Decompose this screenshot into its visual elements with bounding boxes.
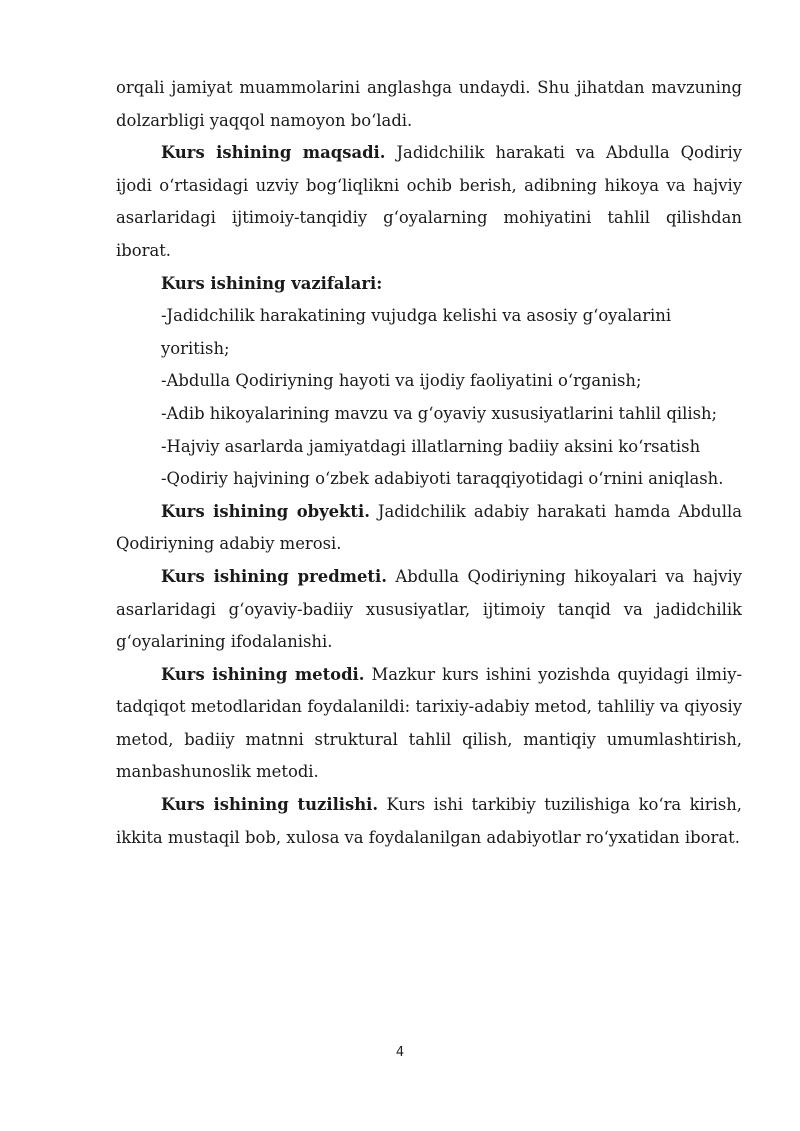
method-heading: Kurs ishining metodi. [161, 664, 365, 684]
task-item-1: -Jadidchilik harakatining vujudga kelishi va asosiy g‘oyalarini yoritish; [161, 306, 672, 358]
object-paragraph [116, 496, 742, 561]
object-heading: Kurs ishining obyekti. [161, 501, 370, 521]
goal-text: Jadidchilik harakati va Abdulla Qodiriy ijodi o‘rtasidagi uzviy bog‘liqlikni ochib berish, adibning hikoya va hajviy asarlaridagi ijtimoiy-tanqidiy g‘oyalarning mohiyatini tahlil qilishdan iborat. [116, 143, 742, 260]
structure-text: Kurs ishi tarkibiy tuzilishiga ko‘ra kirish, ikkita mustaqil bob, xulosa va foydalanilgan adabiyotlar ro‘yxatidan iborat. [116, 795, 743, 847]
task-item-3: -Adib hikoyalarining mavzu va g‘oyaviy xususiyatlarini tahlil qilish; [161, 403, 718, 423]
subject-heading: Kurs ishining predmeti. [161, 566, 387, 586]
structure-heading: Kurs ishining tuzilishi. [161, 795, 379, 815]
tasks-heading-paragraph [116, 268, 742, 301]
continuation-paragraph: orqali jamiyat muammolarini anglashga undaydi. Shu jihatdan mavzuning dolzarbligi yaqqol namoyon bo‘ladi. [116, 78, 742, 130]
structure-paragraph [116, 789, 742, 854]
method-paragraph [116, 659, 742, 789]
method-text: Mazkur kurs ishini yozishda quyidagi ilmiy-tadqiqot metodlaridan foydalanildi: tarixiy-adabiy metod, tahliliy va qiyosiy metod, badiiy matnni struktural tahlil qilish, mantiqiy umumlashtirish, manbashunoslik metodi. [116, 664, 742, 782]
document-body [116, 72, 742, 854]
task-item-5: -Qodiriy hajvining o‘zbek adabiyoti taraqqiyotidagi o‘rnini aniqlash. [161, 469, 724, 489]
object-text: Jadidchilik adabiy harakati hamda Abdulla Qodiriyning adabiy merosi. [116, 501, 742, 554]
subject-text: Abdulla Qodiriyning hikoyalari va hajviy asarlaridagi g‘oyaviy-badiiy xususiyatlar, ijtimoiy tanqid va jadidchilik g‘oyalarining ifodalanishi. [116, 566, 742, 652]
tasks-heading: Kurs ishining vazifalari: [161, 273, 383, 293]
task-item-4: -Hajviy asarlarda jamiyatdagi illatlarning badiiy aksini ko‘rsatish [161, 436, 701, 456]
page-number: 4 [395, 1045, 405, 1060]
goal-paragraph [116, 137, 742, 267]
goal-heading: Kurs ishining maqsadi. [161, 143, 386, 163]
task-item-2: -Abdulla Qodiriyning hayoti va ijodiy faoliyatini o‘rganish; [161, 371, 642, 391]
subject-paragraph [116, 561, 742, 659]
